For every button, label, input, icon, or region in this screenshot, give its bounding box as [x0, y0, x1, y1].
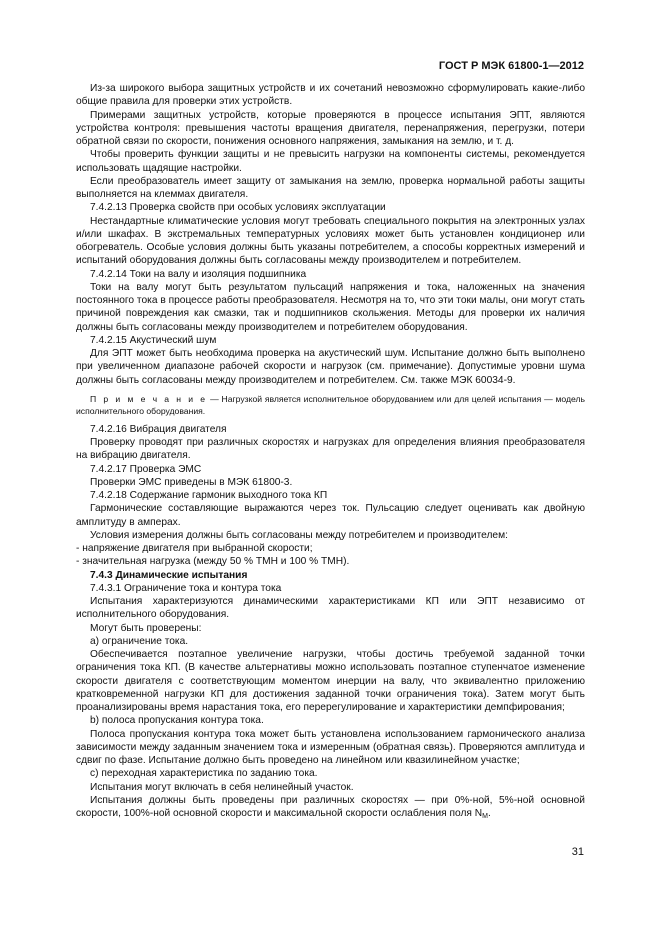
paragraph: Если преобразователь имеет защиту от замыкания на землю, проверка нормальной работы защиты выполняется на клеммах двигателя.: [76, 175, 585, 200]
paragraph: Из-за широкого выбора защитных устройств и их сочетаний невозможно сформулировать какие-либо общие правила для проверки этих устройств.: [76, 83, 585, 108]
note: [76, 393, 585, 417]
paragraph: Могут быть проверены:: [90, 622, 202, 634]
paragraph: Условия измерения должны быть согласованы между потребителем и производителем:: [90, 529, 508, 541]
paragraph: Испытания могут включать в себя нелинейный участок.: [90, 781, 354, 793]
subsection-heading: 7.4.2.13 Проверка свойств при особых условиях эксплуатации: [90, 202, 386, 214]
paragraph: Проверки ЭМС приведены в МЭК 61800-3.: [90, 476, 293, 488]
paragraph: Чтобы проверить функции защиты и не превысить нагрузки на компоненты системы, рекомендуется использовать щадящие настройки.: [76, 149, 585, 174]
note-label: П р и м е ч а н и е: [90, 393, 208, 404]
paragraph: Полоса пропускания контура тока может быть установлена использованием гармонического анализа зависимости между заданным значением тока и измеренным (обратная связь). Проверяются амплитуда и сдвиг по фазе. Испытание должно быть проведено на линейном или квазилинейном участке;: [76, 728, 585, 766]
subsection-heading: 7.4.2.15 Акустический шум: [90, 334, 217, 346]
paragraph: Нестандартные климатические условия могут требовать специального покрытия на электронных узлах и/или шкафах. В экстремальных температурных условиях может быть установлен кондиционер или обогреватель. Особые условия должны быть указаны потребителем, а способы корректных измерений и испытаний оборудования должны быть согласованы между производителем и потребителем.: [76, 215, 585, 267]
subscript: M: [482, 813, 488, 820]
page-number: 31: [571, 846, 584, 858]
note-text: — Нагрузкой является исполнительное оборудованием или для целей испытания — модель исполнительного оборудования.: [76, 393, 585, 416]
last-paragraph-end: .: [487, 808, 491, 819]
list-item: а) ограничение тока.: [90, 635, 189, 647]
paragraph: [76, 794, 585, 824]
standard-header: ГОСТ Р МЭК 61800-1—2012: [438, 60, 584, 72]
subsection-heading: 7.4.3.1 Ограничение тока и контура тока: [90, 582, 282, 594]
subsection-heading: 7.4.2.18 Содержание гармоник выходного тока КП: [90, 490, 328, 501]
paragraph: Испытания характеризуются динамическими характеристиками КП или ЭПТ независимо от исполнительного оборудования.: [76, 596, 585, 621]
section-heading: 7.4.3 Динамические испытания: [90, 569, 248, 581]
paragraph: Проверку проводят при различных скоростях и нагрузках для определения влияния преобразователя на вибрацию двигателя.: [76, 437, 585, 462]
paragraph: Гармонические составляющие выражаются через ток. Пульсацию следует оценивать как двойную амплитуду в амперах.: [76, 503, 585, 528]
last-paragraph-text: Испытания должны быть проведены при различных скоростях — при 0%-ной, 5%-ной основной скорости, 100%-ной основной скорости и максимальной скорости ослабления поля N: [76, 794, 585, 819]
subsection-heading: 7.4.2.17 Проверка ЭМС: [90, 463, 202, 475]
list-item: - напряжение двигателя при выбранной скорости;: [76, 543, 313, 554]
paragraph: Токи на валу могут быть результатом пульсаций напряжения и тока, наложенных на значения постоянного тока в процессе работы преобразователя. Несмотря на то, что эти токи малы, они могут стать причиной повреждения как смазки, так и подшипников скольжения. Методы для проверки их наличия должны быть согласованы между производителем и потребителем оборудования.: [76, 281, 585, 333]
paragraph: Примерами защитных устройств, которые проверяются в процессе испытания ЭПТ, являются устройства контроля: превышения частоты вращения двигателя, перенапряжения, перегрузки, потери обратной связи по скорости, понижения основного напряжения, замыкания на землю, и т. д.: [76, 109, 585, 147]
subsection-heading: 7.4.2.16 Вибрация двигателя: [90, 423, 227, 435]
subsection-heading: 7.4.2.14 Токи на валу и изоляция подшипника: [90, 268, 307, 280]
list-item: b) полоса пропускания контура тока.: [90, 715, 264, 727]
list-item: с) переходная характеристика по заданию тока.: [90, 768, 318, 780]
document-body: [76, 82, 585, 823]
paragraph: Обеспечивается поэтапное увеличение нагрузки, чтобы достичь требуемой заданной точки ограничения тока КП. (В качестве альтернативы можно использовать поэтапное ступенчатое изменение скорости двигателя с соответствующим моментом инерции на валу, что эквивалентно приложению кратковременной нагрузки КП для достижения заданной точки ограничения тока). Затем могут быть проанализированы время нарастания тока, его перерегулирование и характеристики демпфирования;: [76, 649, 585, 713]
list-item: - значительная нагрузка (между 50 % ТМН и 100 % ТМН).: [76, 556, 350, 568]
paragraph: Для ЭПТ может быть необходима проверка на акустический шум. Испытание должно быть выполнено при увеличенном диапазоне рабочей скорости и нагрузок (см. примечание). Допустимые уровни шума должны быть согласованы между производителем и потребителем. См. также МЭК 60034-9.: [76, 348, 585, 386]
